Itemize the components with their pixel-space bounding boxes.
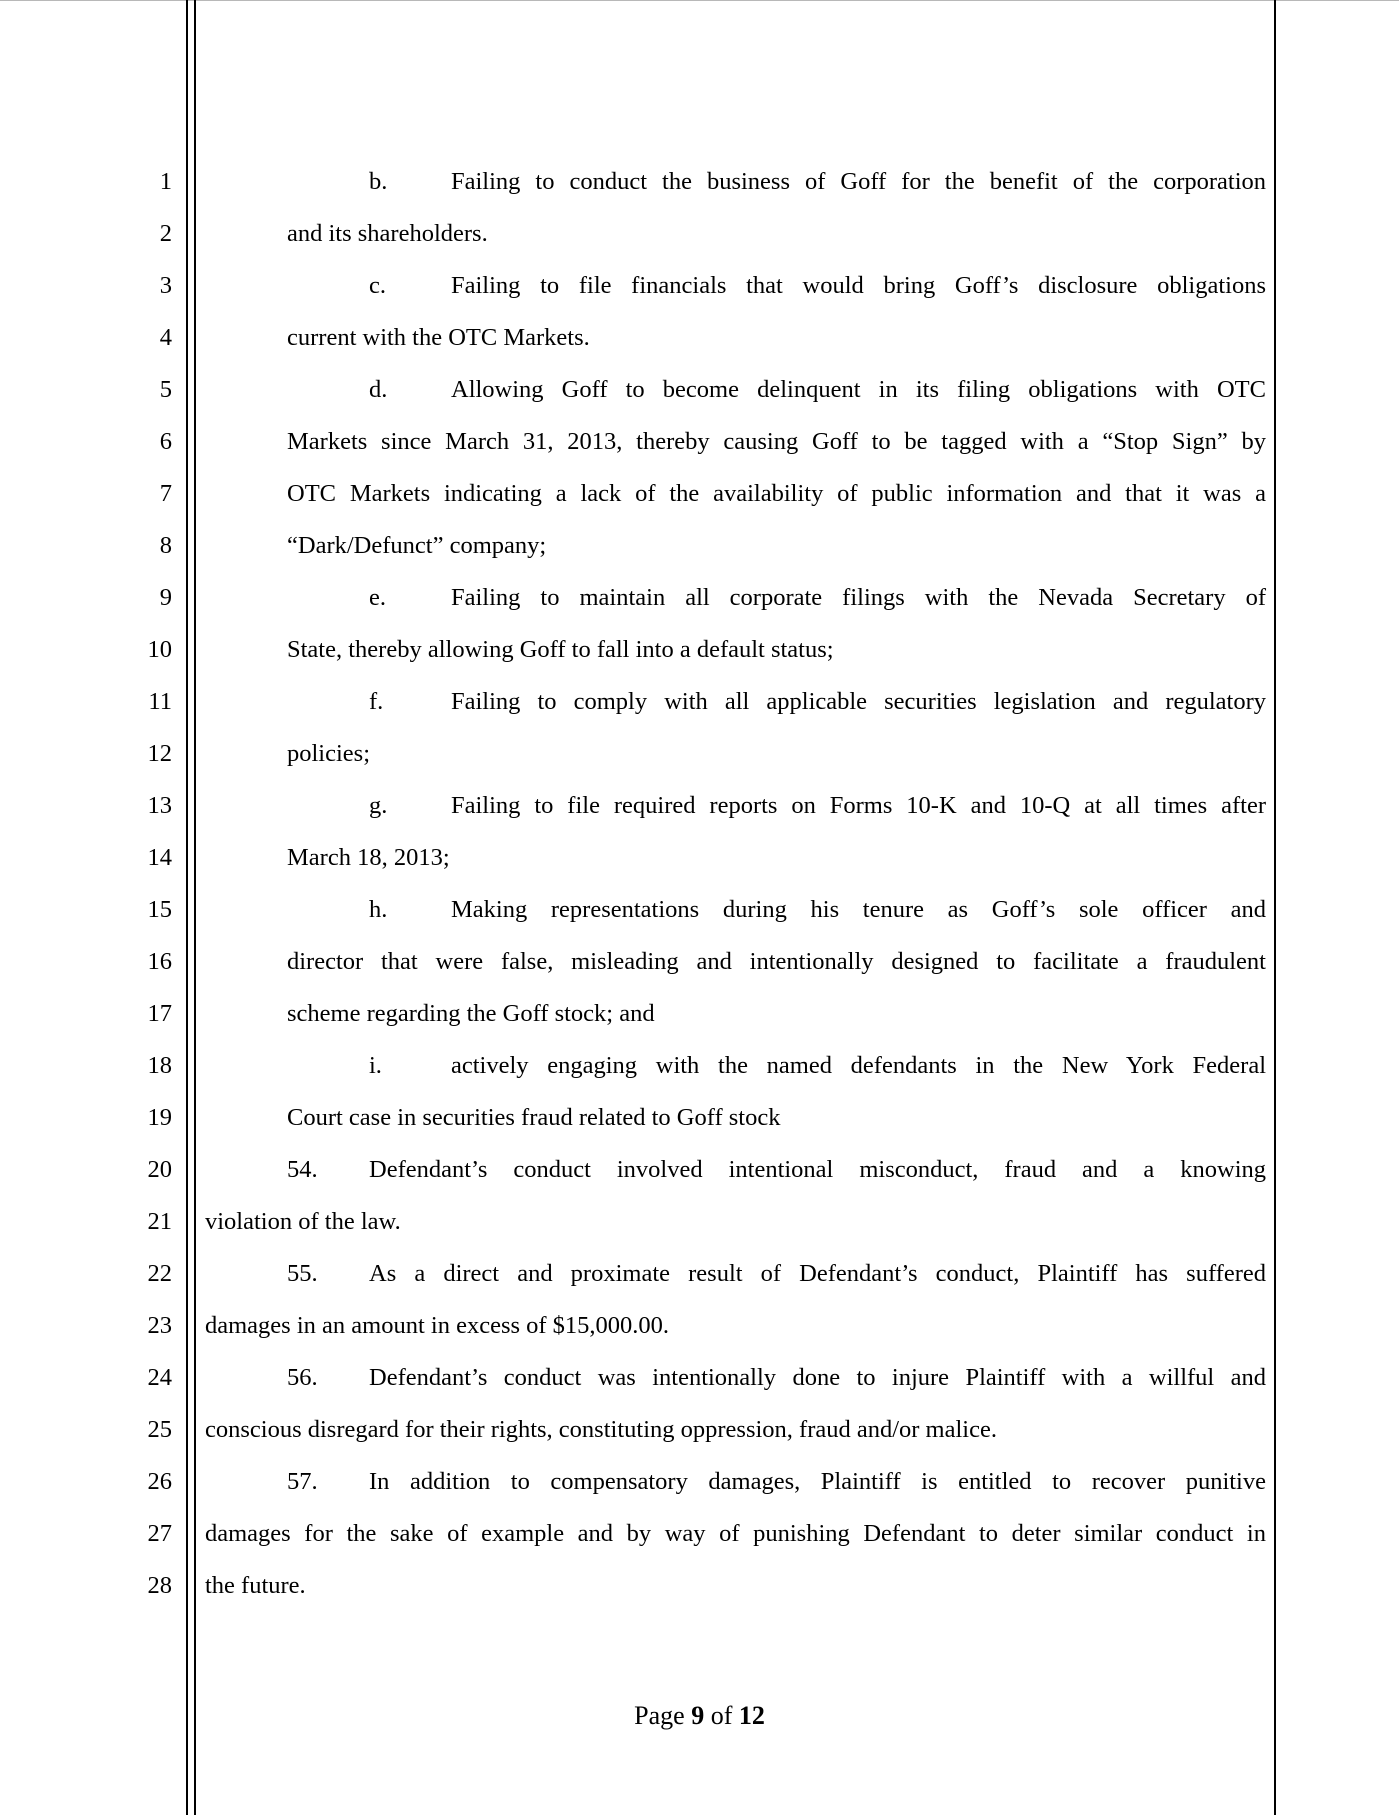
line-number: 22 xyxy=(147,1260,172,1287)
line-number: 4 xyxy=(159,324,172,351)
paragraph-55-line-1: As a direct and proximate result of Defendant’s conduct, Plaintiff has suffered xyxy=(369,1260,1266,1287)
item-f-line-1: Failing to comply with all applicable securities legislation and regulatory xyxy=(451,688,1266,715)
paragraph-57-number: 57. xyxy=(287,1468,318,1495)
item-h-line-3: scheme regarding the Goff stock; and xyxy=(287,1000,655,1027)
item-b-line-2: and its shareholders. xyxy=(287,220,488,247)
paragraph-56-line-1: Defendant’s conduct was intentionally done to injure Plaintiff with a willful and xyxy=(369,1364,1266,1391)
line-number: 11 xyxy=(148,688,172,715)
line-number: 2 xyxy=(159,220,172,247)
paragraph-55-number: 55. xyxy=(287,1260,318,1287)
line-number: 10 xyxy=(147,636,172,663)
item-g-label: g. xyxy=(369,792,388,819)
right-margin-rule xyxy=(1274,0,1276,1815)
line-number: 15 xyxy=(147,896,172,923)
line-number: 23 xyxy=(147,1312,172,1339)
paragraph-54-line-1: Defendant’s conduct involved intentional misconduct, fraud and a knowing xyxy=(369,1156,1266,1183)
line-number: 28 xyxy=(147,1572,172,1599)
item-c-line-1: Failing to file financials that would bring Goff’s disclosure obligations xyxy=(451,272,1266,299)
line-number: 9 xyxy=(159,584,172,611)
paragraph-56-line-2: conscious disregard for their rights, constituting oppression, fraud and/or malice. xyxy=(205,1416,997,1443)
line-number: 26 xyxy=(147,1468,172,1495)
line-number: 25 xyxy=(147,1416,172,1443)
item-d-label: d. xyxy=(369,376,388,403)
item-g-line-2: March 18, 2013; xyxy=(287,844,450,871)
paragraph-56-number: 56. xyxy=(287,1364,318,1391)
line-number: 13 xyxy=(147,792,172,819)
page-footer xyxy=(0,1701,1399,1731)
item-d-line-3: OTC Markets indicating a lack of the availability of public information and that it was a xyxy=(287,480,1266,507)
paragraph-57-line-3: the future. xyxy=(205,1572,306,1599)
item-f-label: f. xyxy=(369,688,384,715)
paragraph-54-number: 54. xyxy=(287,1156,318,1183)
item-i-label: i. xyxy=(369,1052,382,1079)
line-number: 12 xyxy=(147,740,172,767)
item-f-line-2: policies; xyxy=(287,740,371,767)
item-d-line-1: Allowing Goff to become delinquent in its filing obligations with OTC xyxy=(451,376,1266,403)
item-b-label: b. xyxy=(369,168,388,195)
item-h-line-1: Making representations during his tenure as Goff’s sole officer and xyxy=(451,896,1266,923)
footer-current-page: 9 xyxy=(691,1701,705,1730)
item-e-label: e. xyxy=(369,584,386,611)
line-number: 7 xyxy=(159,480,172,507)
paragraph-55-line-2: damages in an amount in excess of $15,000.00. xyxy=(205,1312,670,1339)
item-d-line-4: “Dark/Defunct” company; xyxy=(287,532,547,559)
item-e-line-2: State, thereby allowing Goff to fall into a default status; xyxy=(287,636,834,663)
line-number: 1 xyxy=(159,168,172,195)
item-h-label: h. xyxy=(369,896,388,923)
footer-page-prefix: Page xyxy=(634,1701,685,1730)
item-g-line-1: Failing to file required reports on Forms 10-K and 10-Q at all times after xyxy=(451,792,1266,819)
item-h-line-2: director that were false, misleading and intentionally designed to facilitate a fraudulent xyxy=(287,948,1266,975)
line-number: 14 xyxy=(147,844,172,871)
line-number: 19 xyxy=(147,1104,172,1131)
item-e-line-1: Failing to maintain all corporate filings with the Nevada Secretary of xyxy=(451,584,1266,611)
line-number: 8 xyxy=(159,532,172,559)
item-i-line-1: actively engaging with the named defendants in the New York Federal xyxy=(451,1052,1266,1079)
left-margin-rule-outer xyxy=(186,0,188,1815)
item-c-label: c. xyxy=(369,272,386,299)
line-number: 24 xyxy=(147,1364,172,1391)
line-number: 27 xyxy=(147,1520,172,1547)
line-number: 20 xyxy=(147,1156,172,1183)
line-number: 16 xyxy=(147,948,172,975)
left-margin-rule-inner xyxy=(194,0,196,1815)
paragraph-57-line-1: In addition to compensatory damages, Plaintiff is entitled to recover punitive xyxy=(369,1468,1266,1495)
top-rule xyxy=(0,0,1399,1)
footer-of: of xyxy=(710,1701,733,1730)
paragraph-54-line-2: violation of the law. xyxy=(205,1208,401,1235)
item-c-line-2: current with the OTC Markets. xyxy=(287,324,590,351)
item-i-line-2: Court case in securities fraud related to Goff stock xyxy=(287,1104,781,1131)
line-number: 21 xyxy=(147,1208,172,1235)
footer-total-pages: 12 xyxy=(738,1701,765,1730)
line-number: 5 xyxy=(159,376,172,403)
line-number: 6 xyxy=(159,428,172,455)
line-number: 17 xyxy=(147,1000,172,1027)
item-d-line-2: Markets since March 31, 2013, thereby causing Goff to be tagged with a “Stop Sign” by xyxy=(287,428,1266,455)
line-number: 18 xyxy=(147,1052,172,1079)
line-number: 3 xyxy=(159,272,172,299)
item-b-line-1: Failing to conduct the business of Goff for the benefit of the corporation xyxy=(451,168,1266,195)
paragraph-57-line-2: damages for the sake of example and by way of punishing Defendant to deter similar conduct in xyxy=(205,1520,1266,1547)
